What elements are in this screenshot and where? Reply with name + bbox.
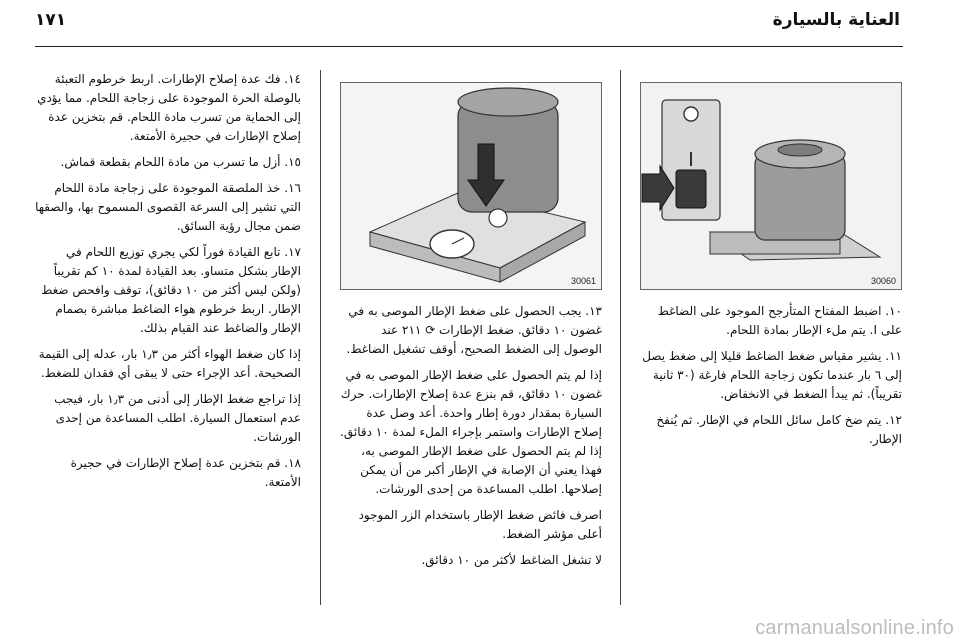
step-17: ١٧. تابع القيادة فوراً لكي يجري توزيع اللحام في الإطار بشكل متساو. بعد القيادة لمدة ١٠ كم تقريباً (ولكن ليس أكثر من ١٠ دقائق)، توقف وافحص ضغط الإطار. اربط خرطوم هواء الضاغط مباشرة بصمام الإطار والضاغط عند القيام بذلك. xyxy=(41,245,301,335)
step-18: ١٨. قم بتخزين عدة إصلاح الإطارات في حجيرة الأمتعة. xyxy=(70,456,301,489)
page-header xyxy=(0,0,960,52)
compressor-gauge-illustration xyxy=(340,82,602,290)
figure-id-right: 30060 xyxy=(870,276,896,286)
step-14: ١٤. فك عدة إصلاح الإطارات. اربط خرطوم التعبئة بالوصلة الحرة الموجودة على زجاجة اللحام. مما يؤدي إلى الحماية من تسرب مادة اللحام. قم بتخزين عدة إصلاح الإطارات في حجيرة الأمتعة. xyxy=(37,72,301,143)
page-number: ١٧١ xyxy=(35,10,67,30)
watermark: carmanualsonline.info xyxy=(755,617,954,639)
column-divider-left xyxy=(320,70,321,605)
step-17-paragraph-3: إذا تراجع ضغط الإطار إلى أدنى من ١٫٣ بار، فيجب عدم استعمال السيارة. اطلب المساعدة من إحدى الورشات. xyxy=(54,392,301,444)
step-16: ١٦. خذ الملصقة الموجودة على زجاجة مادة اللحام التي تشير إلى السرعة القصوى المسموح بها، والصقها ضمن مجال رؤية السائق. xyxy=(35,181,301,233)
compressor-switch-illustration xyxy=(640,82,902,290)
step-13: ١٣. يجب الحصول على ضغط الإطار الموصى به في غضون ١٠ دقائق. ضغط الإطارات ⟳ ٢١١ عند الوصول إلى الضغط الصحيح، أوقف تشغيل الضاغط. xyxy=(346,304,602,356)
column-left-text xyxy=(35,70,301,499)
step-15: ١٥. أزل ما تسرب من مادة اللحام بقطعة قماش. xyxy=(60,155,301,169)
step-13-paragraph-3: اصرف فائض ضغط الإطار باستخدام الزر الموجود أعلى مؤشر الضغط. xyxy=(358,508,602,541)
figure-id-left: 30061 xyxy=(570,276,596,286)
step-13-paragraph-2: إذا لم يتم الحصول على ضغط الإطار الموصى به في غضون ١٠ دقائق، قم بنزع عدة إصلاح الإطارات. حرك السيارة بمقدار دورة إطار واحدة. أعد وصل عدة إصلاح الإطارات واستمر بإجراء الملء لمدة ١٠ دقائق. إذا لم يتم الحصول على ضغط الإطار الموصى به، فهذا يعني أن الإصابة في الإطار أكبر من أن يمكن إصلاحها. اطلب المساعدة من إحدى الورشات. xyxy=(340,368,602,496)
step-12: ١٢. يتم ضخ كامل سائل اللحام في الإطار. ثم يُنفخ الإطار. xyxy=(656,413,902,446)
figure-compressor-gauge xyxy=(340,82,602,290)
step-13-paragraph-4: لا تشغل الضاغط لأكثر من ١٠ دقائق. xyxy=(421,553,602,567)
figure-compressor-switch xyxy=(640,82,902,290)
step-17-paragraph-2: إذا كان ضغط الهواء أكثر من ١٫٣ بار، عدله إلى القيمة الصحيحة. أعد الإجراء حتى لا يبقى أي فقدان للضغط. xyxy=(38,347,301,380)
column-middle-text xyxy=(340,302,602,577)
step-11: ١١. يشير مقياس ضغط الضاغط قليلا إلى ضغط يصل إلى ٦ بار عندما تكون زجاجة اللحام فارغة (٣٠ ثانية تقريباً). ثم يبدأ الضغط في الانخفاض. xyxy=(642,349,902,401)
header-divider xyxy=(35,46,903,47)
column-right-text xyxy=(640,302,902,456)
column-divider-right xyxy=(620,70,621,605)
step-10: ١٠. اضبط المفتاح المتأرجح الموجود على الضاغط على I. يتم ملء الإطار بمادة اللحام. xyxy=(657,304,902,337)
running-title: العناية بالسيارة xyxy=(772,10,900,30)
